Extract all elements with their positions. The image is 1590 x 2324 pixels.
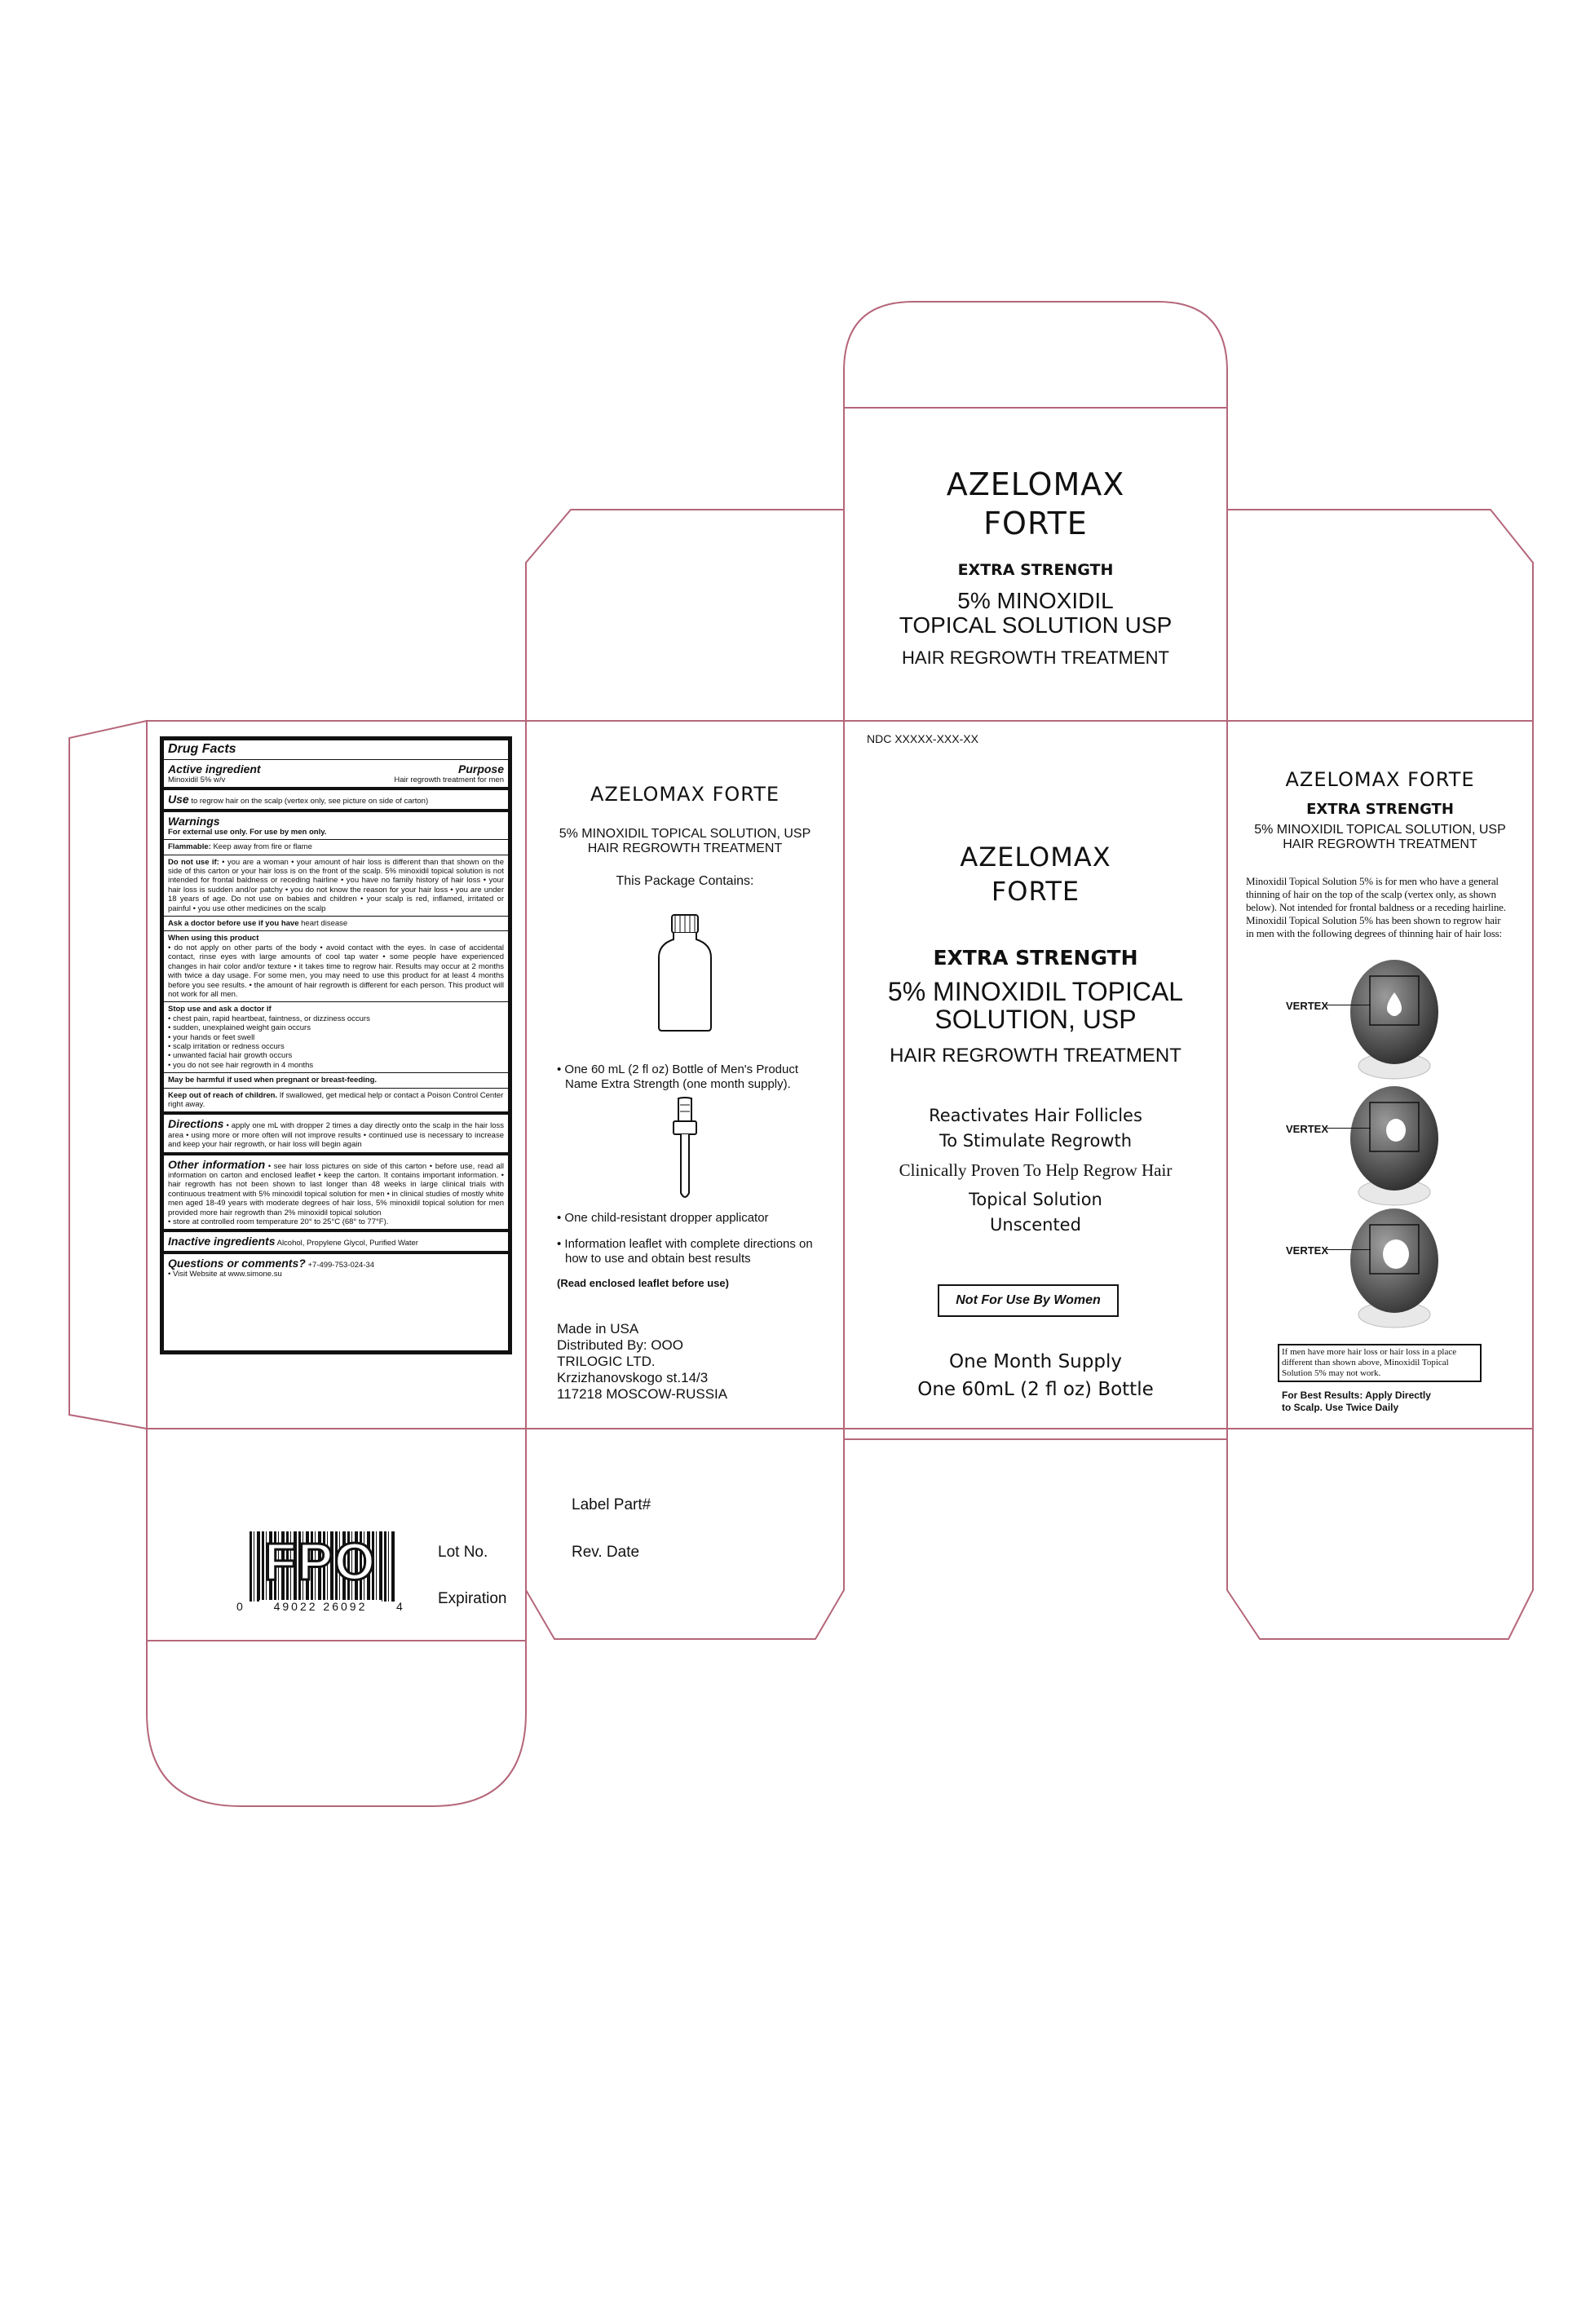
front-brand-line1: AZELOMAX bbox=[960, 842, 1111, 873]
stop-use-item: • scalp irritation or redness occurs bbox=[168, 1041, 285, 1051]
stop-use-heading: Stop use and ask a doctor if bbox=[168, 1005, 272, 1014]
top-dust-flap-left-outline bbox=[526, 510, 844, 721]
external-use: For external use only. For use by men only. bbox=[168, 827, 327, 837]
dropper-icon bbox=[669, 1097, 701, 1203]
front-supply-line2: One 60mL (2 fl oz) Bottle bbox=[917, 1379, 1154, 1400]
front-claim-line2: To Stimulate Regrowth bbox=[939, 1131, 1133, 1151]
ask-doctor-text: heart disease bbox=[301, 919, 348, 929]
left-side-panel bbox=[526, 783, 844, 889]
barcode-right-digit: 4 bbox=[396, 1600, 403, 1613]
top-flap-strength: EXTRA STRENGTH bbox=[957, 561, 1114, 579]
when-using-heading: When using this product bbox=[168, 934, 259, 943]
purpose: Hair regrowth treatment for men bbox=[394, 775, 504, 784]
bottle-description bbox=[557, 1063, 826, 1092]
do-not-use-text: • you are a woman • your amount of hair loss is different than that shown on the side of this carton or your hair loss is on the front of the scalp. 5% minoxidil topical solution is not intended for frontal baldness or receding hairline • you have no family history of hair loss • your hair loss is sudden and/or patchy • you do not know the reason for your hair loss • you are under 18 years of age. Do not use on babies and children • your scalp is red, inflamed, irritated or painful • you use other medicines on the scalp bbox=[168, 857, 504, 913]
scalp-vertex-diagram-3-icon bbox=[1337, 1207, 1451, 1329]
front-brand-line2: FORTE bbox=[991, 876, 1080, 907]
active-ingredient-heading: Active ingredient bbox=[168, 762, 261, 775]
top-tuck-tab-outline bbox=[844, 302, 1227, 408]
questions-web: • Visit Website at www.simone.su bbox=[168, 1270, 282, 1279]
front-product-line2: SOLUTION, USP bbox=[934, 1005, 1137, 1034]
ndc-number: NDC XXXXX-XXX-XX bbox=[867, 732, 978, 745]
top-flap bbox=[844, 465, 1227, 669]
front-scent: Unscented bbox=[990, 1215, 1081, 1235]
right-panel-strength: EXTRA STRENGTH bbox=[1306, 801, 1454, 818]
label-part-number: Label Part# bbox=[572, 1496, 651, 1513]
vertex-label: VERTEX bbox=[1286, 1123, 1329, 1135]
top-flap-brand-line2: FORTE bbox=[983, 506, 1088, 541]
glue-flap-outline bbox=[69, 721, 147, 1429]
right-panel-product-line2: HAIR REGROWTH TREATMENT bbox=[1283, 837, 1477, 851]
bottle-text-line2: Name Extra Strength (one month supply). bbox=[565, 1077, 791, 1091]
keep-out-label: Keep out of reach of children. bbox=[168, 1090, 278, 1100]
left-panel-brand: AZELOMAX FORTE bbox=[590, 783, 780, 806]
right-panel-product-line1: 5% MINOXIDIL TOPICAL SOLUTION, USP bbox=[1254, 823, 1506, 837]
bottle-text-line1: • One 60 mL (2 fl oz) Bottle of Men's Product bbox=[557, 1063, 799, 1076]
company-street: Krzizhanovskogo st.14/3 bbox=[557, 1370, 709, 1385]
revision-date: Rev. Date bbox=[572, 1544, 640, 1561]
vertex-pointer-line bbox=[1327, 1249, 1371, 1250]
best-results-line1: For Best Results: Apply Directly bbox=[1282, 1390, 1431, 1401]
inactive-heading: Inactive ingredients bbox=[168, 1235, 276, 1248]
stop-use-item: • unwanted facial hair growth occurs bbox=[168, 1051, 293, 1061]
top-flap-treatment: HAIR REGROWTH TREATMENT bbox=[902, 647, 1169, 668]
front-panel bbox=[844, 840, 1227, 1238]
right-panel-description: Minoxidil Topical Solution 5% is for men who have a general thinning of hair on the top of the scalp (vertex only, as shown below). Not intended for frontal baldness or a receding hairline. Minoxidil Topical Solution 5% has been shown to regrow hair in men with the following degrees of thinning hair of hair loss: bbox=[1246, 875, 1506, 939]
front-form: Topical Solution bbox=[969, 1190, 1102, 1209]
top-flap-brand-line1: AZELOMAX bbox=[946, 466, 1125, 502]
when-using-text: • do not apply on other parts of the body • avoid contact with the eyes. In case of accidental contact, rinse eyes with large amounts of cool tap water • some people have experienced changes in hair color and/or texture • it takes time to regrow hair. Results may occur at 2 months with twice a day usage. For some men, you may need to use this product for at least 4 months before you see results. • the amount of hair regrowth is different for each person. This product will not work for all men. bbox=[168, 943, 504, 999]
right-side-panel bbox=[1227, 768, 1533, 852]
dropper-text: • One child-resistant dropper applicator bbox=[557, 1211, 769, 1225]
storage-text: • store at controlled room temperature 20° to 25°C (68° to 77°F). bbox=[168, 1217, 389, 1227]
best-results-line2: to Scalp. Use Twice Daily bbox=[1282, 1402, 1399, 1413]
front-supply bbox=[844, 1348, 1227, 1403]
keep-out-text: If swallowed, get medical help or contact a Poison Control Center right away. bbox=[168, 1090, 504, 1109]
questions-heading: Questions or comments? bbox=[168, 1256, 306, 1270]
right-panel-brand: AZELOMAX FORTE bbox=[1285, 768, 1475, 791]
scalp-vertex-diagram-2-icon bbox=[1337, 1085, 1451, 1207]
stop-use-item: • chest pain, rapid heartbeat, faintness, or dizziness occurs bbox=[168, 1014, 370, 1023]
do-not-use-label: Do not use if: bbox=[168, 857, 219, 867]
dropper-and-leaflet-text bbox=[557, 1211, 826, 1291]
stop-use-item: • your hands or feet swell bbox=[168, 1032, 255, 1042]
left-panel-product-line1: 5% MINOXIDIL TOPICAL SOLUTION, USP bbox=[559, 827, 811, 841]
barcode-left-digit: 0 bbox=[236, 1600, 243, 1613]
barcode-fpo: FPO bbox=[264, 1532, 377, 1591]
bottle-icon bbox=[652, 912, 718, 1034]
bottom-tuck-tab-outline bbox=[147, 1641, 526, 1806]
bottom-dust-flap-right-outline bbox=[1227, 1429, 1533, 1639]
inactive-text: Alcohol, Propylene Glycol, Purified Water bbox=[276, 1239, 418, 1248]
scalp-vertex-diagram-1-icon bbox=[1337, 958, 1451, 1080]
company-city: 117218 MOSCOW-RUSSIA bbox=[557, 1386, 728, 1402]
read-leaflet: (Read enclosed leaflet before use) bbox=[557, 1277, 729, 1289]
hair-loss-note-box: If men have more hair loss or hair loss in a place different than shown above, Minoxidil Topical Solution 5% may not work. bbox=[1278, 1344, 1482, 1382]
barcode bbox=[236, 1531, 403, 1613]
front-clinical: Clinically Proven To Help Regrow Hair bbox=[899, 1160, 1173, 1180]
front-treatment: HAIR REGROWTH TREATMENT bbox=[890, 1045, 1181, 1067]
questions-phone: +7-499-753-024-34 bbox=[307, 1260, 375, 1270]
pregnant-text: May be harmful if used when pregnant or breast-feeding. bbox=[168, 1076, 378, 1085]
top-dust-flap-right-outline bbox=[1227, 510, 1533, 721]
best-results bbox=[1282, 1390, 1431, 1414]
use-heading: Use bbox=[168, 793, 189, 806]
left-panel-product-line2: HAIR REGROWTH TREATMENT bbox=[587, 842, 783, 855]
distributed-by: Distributed By: OOO bbox=[557, 1337, 683, 1353]
not-for-women-badge: Not For Use By Women bbox=[938, 1284, 1119, 1317]
vertex-label: VERTEX bbox=[1286, 1000, 1329, 1012]
flammable-text: Keep away from fire or flame bbox=[213, 842, 312, 852]
made-in: Made in USA bbox=[557, 1321, 639, 1337]
other-info-heading: Other information bbox=[168, 1157, 266, 1171]
bottom-dust-flap-left-outline bbox=[526, 1429, 844, 1639]
front-bottom-edge-outline bbox=[844, 1429, 1227, 1439]
stop-use-item: • you do not see hair regrowth in 4 months bbox=[168, 1060, 314, 1070]
leaflet-text-line2: how to use and obtain best results bbox=[565, 1252, 751, 1266]
directions-text: • apply one mL with dropper 2 times a day directly onto the scalp in the hair loss area • using more or more often will not improve results • continued use is necessary to increase and keep your hair regrowth, or hair loss will begin again bbox=[168, 1121, 505, 1150]
purpose-heading: Purpose bbox=[457, 762, 504, 775]
stop-use-item: • sudden, unexplained weight gain occurs bbox=[168, 1023, 311, 1033]
front-strength: EXTRA STRENGTH bbox=[933, 946, 1138, 970]
use-text: to regrow hair on the scalp (vertex only, see picture on side of carton) bbox=[191, 797, 429, 806]
barcode-digits: 49022 26092 bbox=[259, 1600, 382, 1613]
vertex-label: VERTEX bbox=[1286, 1244, 1329, 1257]
flammable-label: Flammable: bbox=[168, 842, 211, 852]
distributor-block bbox=[557, 1321, 826, 1403]
active-ingredient: Minoxidil 5% w/v bbox=[168, 775, 226, 784]
package-contains: This Package Contains: bbox=[616, 874, 754, 888]
top-flap-product-line2: TOPICAL SOLUTION USP bbox=[899, 612, 1173, 638]
company-name: TRILOGIC LTD. bbox=[557, 1354, 656, 1369]
front-product-line1: 5% MINOXIDIL TOPICAL bbox=[887, 977, 1184, 1006]
ask-doctor-label: Ask a doctor before use if you have bbox=[168, 919, 299, 929]
leaflet-text-line1: • Information leaflet with complete directions on bbox=[557, 1237, 813, 1251]
other-info-text: • see hair loss pictures on side of this carton • before use, read all information on carton and enclosed leaflet • keep the carton. It contains important information. • hair regrowth has not been shown to last longer than 48 weeks in large clinical trials with continuous treatment with 5% minoxidil topical solution for men • in clinical studies of mostly white men aged 18-49 years with moderate degrees of hair loss, 5% minoxidil topical solution for men provided more hair regrowth than 2% minoxidil topical solution bbox=[168, 1161, 504, 1217]
directions-heading: Directions bbox=[168, 1117, 224, 1131]
expiration-label: Expiration bbox=[438, 1590, 507, 1607]
lot-number-label: Lot No. bbox=[438, 1544, 488, 1561]
front-claim-line1: Reactivates Hair Follicles bbox=[929, 1106, 1142, 1125]
top-flap-product-line1: 5% MINOXIDIL bbox=[957, 588, 1114, 613]
warnings-heading: Warnings bbox=[168, 814, 220, 828]
drug-facts-box bbox=[160, 736, 512, 1354]
front-supply-line1: One Month Supply bbox=[949, 1351, 1122, 1372]
drug-facts-title: Drug Facts bbox=[168, 742, 236, 756]
vertex-pointer-line bbox=[1327, 1128, 1371, 1129]
